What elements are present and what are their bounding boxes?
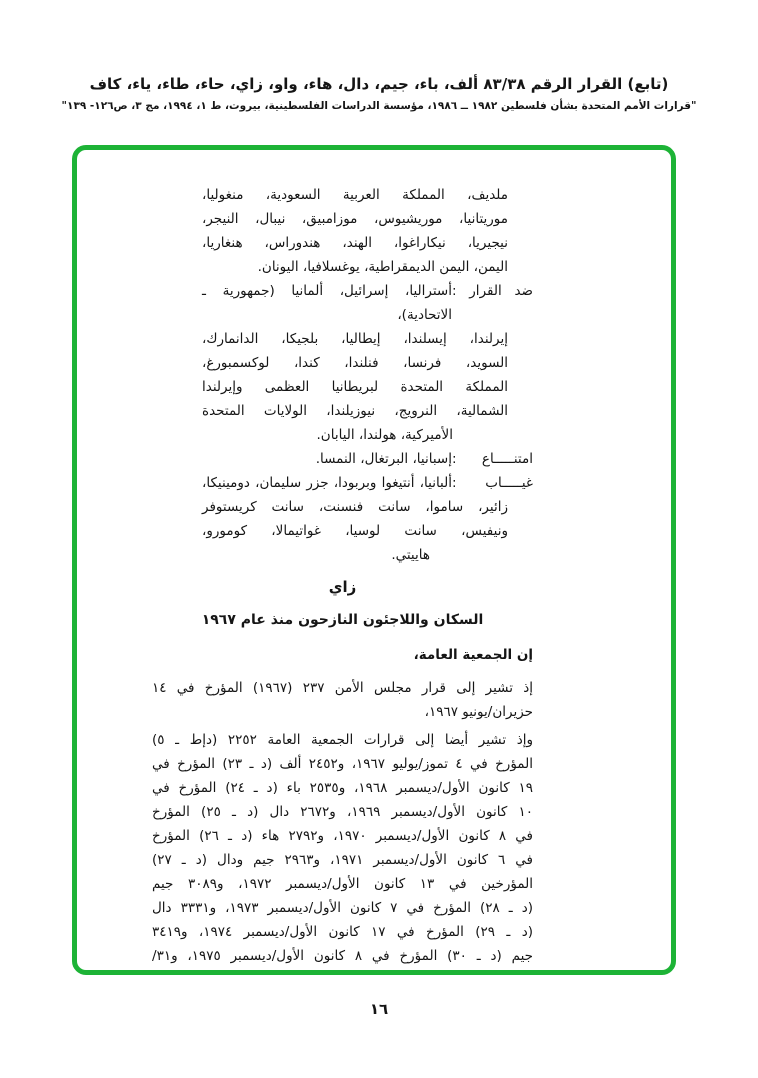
- text-line: ملديف، المملكة العربية السعودية، منغوليا،: [202, 187, 508, 203]
- green-content-frame: [72, 145, 676, 975]
- text-line: ١٠ كانون الأول/ديسمبر ١٩٦٩، و٢٦٧٢ دال (د ـ ٢٥) المؤرخ: [152, 804, 534, 820]
- voting-label: امتنـــــاع :: [452, 451, 533, 467]
- text-line: ألبانيا، أنتيغوا وبربودا، جزر سليمان، دومينيكا،: [202, 475, 452, 491]
- preamble-paragraph-1: [152, 676, 533, 724]
- text-line: إسبانيا، البرتغال، النمسا.: [315, 451, 452, 467]
- text-line: الشمالية، النرويج، نيوزيلندا، الولايات المتحدة: [202, 403, 508, 419]
- source-citation: "قرارات الأمم المتحدة بشأن فلسطين ١٩٨٢ ــ ١٩٨٦، مؤسسة الدراسات الفلسطينية، بيروت، ط ١، ١٩٩٤، مج ٣، ص١٢٦- ١٣٩": [61, 100, 697, 112]
- text-line: (د ـ ٢٩) المؤرخ في ١٧ كانون الأول/ديسمبر ١٩٧٤، و٣٤١٩: [152, 924, 533, 940]
- voting-row: [152, 447, 533, 471]
- text-line: في ٦ كانون الأول/ديسمبر ١٩٧١، و٢٩٦٣ جيم ودال (د ـ ٢٧): [152, 852, 534, 868]
- text-line: أستراليا، إسرائيل، ألمانيا (جمهورية ـ الاتحادية)،: [202, 283, 452, 323]
- text-line: إذ تشير إلى قرار مجلس الأمن ٢٣٧ (١٩٦٧) المؤرخ في ١٤: [152, 680, 533, 696]
- section-title: السكان واللاجئون النازحون منذ عام ١٩٦٧: [201, 612, 484, 628]
- preamble-intro: إن الجمعية العامة،: [413, 647, 533, 663]
- text-line: الأميركية، هولندا، اليابان.: [316, 427, 453, 443]
- text-line: إيرلندا، إيسلندا، إيطاليا، بلجيكا، الدانمارك،: [202, 331, 508, 347]
- preamble-paragraph-2: [152, 728, 533, 968]
- resolution-text: [77, 150, 671, 970]
- text-line: السويد، فرنسا، فنلندا، كندا، لوكسمبورغ،: [202, 355, 508, 371]
- text-line: هاييتي.: [391, 547, 430, 563]
- text-line: المملكة المتحدة لبريطانيا العظمى وإيرلندا: [202, 379, 508, 395]
- text-line: المؤرخين في ١٣ كانون الأول/ديسمبر ١٩٧٢، و٣٠٨٩ جيم: [152, 876, 533, 892]
- text-line: موريتانيا، موريشيوس، موزامبيق، نيبال، النيجر،: [202, 211, 508, 227]
- voting-row: [152, 471, 533, 495]
- text-line: ونيفيس، سانت لوسيا، غواتيمالا، كومورو،: [202, 523, 508, 539]
- voting-record: [152, 279, 533, 567]
- text-line: حزيران/يونيو ١٩٦٧،: [424, 704, 533, 720]
- text-line: (د ـ ٢٨) المؤرخ في ٧ كانون الأول/ديسمبر ١٩٧٣، و٣٣٣١ دال: [152, 900, 533, 916]
- text-line: المؤرخ في ٤ تموز/يوليو ١٩٦٧، و٢٤٥٢ ألف (د ـ ٢٣) المؤرخ في: [152, 756, 533, 772]
- page-number: ١٦: [369, 1000, 389, 1018]
- text-line: اليمن، اليمن الديمقراطية، يوغسلافيا، اليونان.: [257, 259, 508, 275]
- section-letter: زاي: [328, 578, 357, 596]
- text-line: في ٨ كانون الأول/ديسمبر ١٩٧٠، و٢٧٩٢ هاء (د ـ ٢٦) المؤرخ: [152, 828, 533, 844]
- page-header: [0, 74, 758, 113]
- text-line: وإذ تشير أيضا إلى قرارات الجمعية العامة ٢٢٥٢ (دإط ـ ٥): [152, 732, 534, 748]
- voting-label: ضد القرار :: [452, 283, 533, 299]
- voting-row: [152, 279, 533, 327]
- in-favour-continuation-list: [152, 183, 533, 279]
- text-line: جيم (د ـ ٣٠) المؤرخ في ٨ كانون الأول/ديسمبر ١٩٧٥، و٣١/: [152, 948, 533, 964]
- text-line: نيجيريا، نيكاراغوا، الهند، هندوراس، هنغاريا،: [202, 235, 508, 251]
- resolution-title: (تابع) القرار الرقم ٨٣/٣٨ ألف، باء، جيم، دال، هاء، واو، زاي، حاء، طاء، ياء، كاف: [89, 75, 669, 93]
- text-line: ١٩ كانون الأول/ديسمبر ١٩٦٨، و٢٥٣٥ باء (د ـ ٢٤) المؤرخ في: [152, 780, 533, 796]
- text-line: زائير، ساموا، سانت فنسنت، سانت كريستوفر: [202, 499, 508, 515]
- voting-label: غيـــــاب :: [452, 475, 533, 491]
